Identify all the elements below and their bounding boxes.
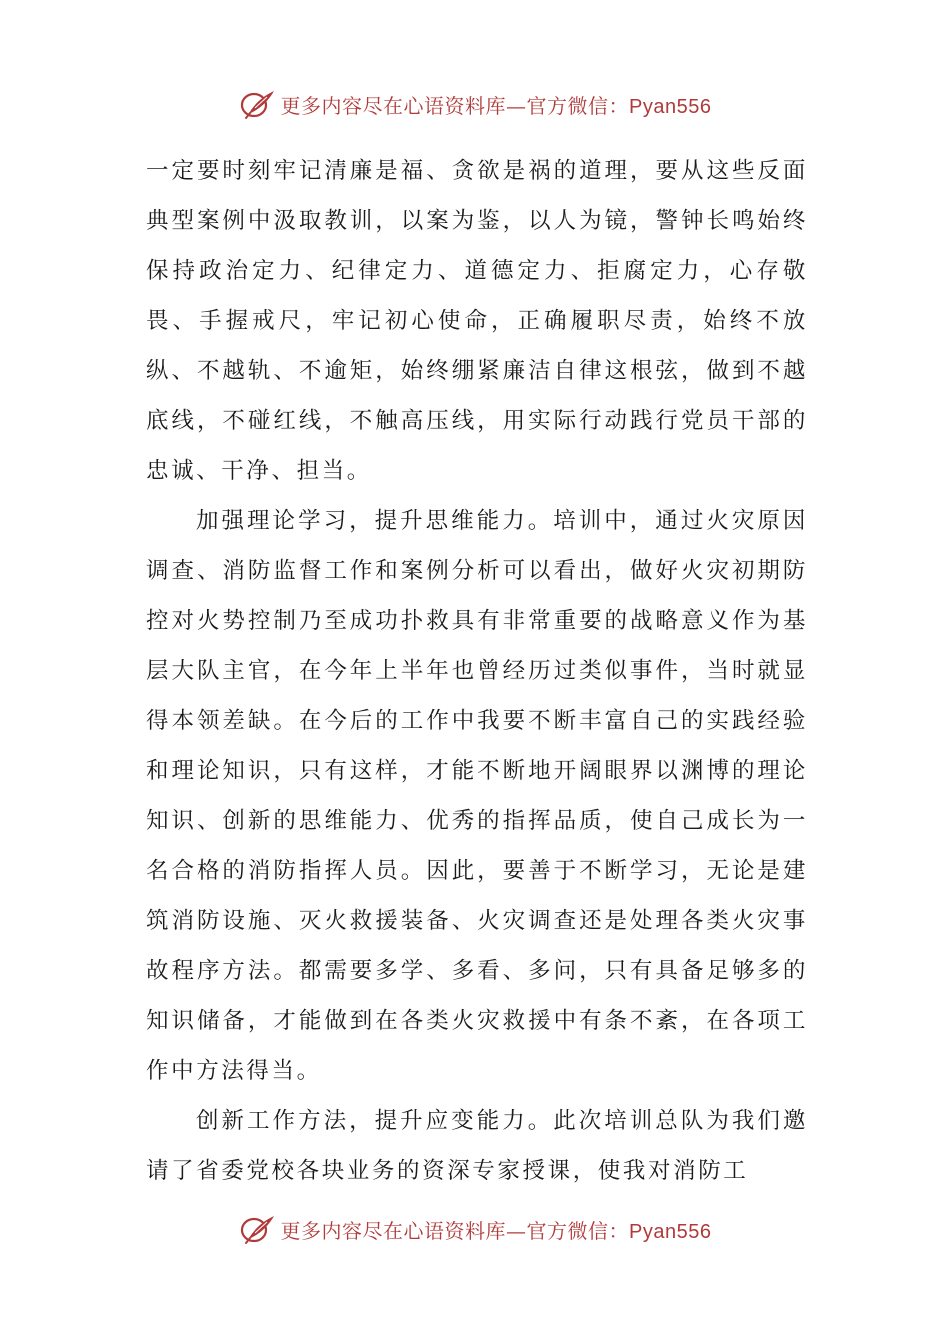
header-wechat-id: Pyan556 bbox=[629, 95, 712, 118]
document-body bbox=[146, 146, 808, 1196]
footer-wechat-id: Pyan556 bbox=[629, 1220, 712, 1243]
footer-banner bbox=[0, 1209, 950, 1249]
header-banner bbox=[0, 84, 950, 124]
paragraph-1: 一定要时刻牢记清廉是福、贪欲是祸的道理，要从这些反面典型案例中汲取教训，以案为鉴，以人为镜，警钟长鸣始终保持政治定力、纪律定力、道德定力、拒腐定力，心存敬畏、手握戒尺，牢记初心使命，正确履职尽责，始终不放纵、不越轨、不逾矩，始终绷紧廉洁自律这根弦，做到不越底线，不碰红线，不触高压线，用实际行动践行党员干部的忠诚、干净、担当。 bbox=[146, 158, 808, 484]
footer-banner-text: 更多内容尽在心语资料库—官方微信：Pyan556 bbox=[280, 1218, 712, 1243]
paragraph-3: 创新工作方法，提升应变能力。此次培训总队为我们邀请了省委党校各块业务的资深专家授课，使我对消防工 bbox=[146, 1108, 808, 1184]
paragraph-2: 加强理论学习，提升思维能力。培训中，通过火灾原因调查、消防监督工作和案例分析可以看出，做好火灾初期防控对火势控制乃至成功扑救具有非常重要的战略意义作为基层大队主官，在今年上半年也曾经历过类似事件，当时就显得本领差缺。在今后的工作中我要不断丰富自己的实践经验和理论知识，只有这样，才能不断地开阔眼界以渊博的理论知识、创新的思维能力、优秀的指挥品质，使自己成长为一名合格的消防指挥人员。因此，要善于不断学习，无论是建筑消防设施、灭火救援装备、火灾调查还是处理各类火灾事故程序方法。都需要多学、多看、多问，只有具备足够多的知识储备，才能做到在各类火灾救援中有条不紊，在各项工作中方法得当。 bbox=[146, 508, 808, 1084]
quill-pen-logo-icon bbox=[239, 1213, 277, 1245]
header-banner-text: 更多内容尽在心语资料库—官方微信：Pyan556 bbox=[280, 93, 712, 118]
quill-pen-logo-icon bbox=[239, 88, 277, 120]
